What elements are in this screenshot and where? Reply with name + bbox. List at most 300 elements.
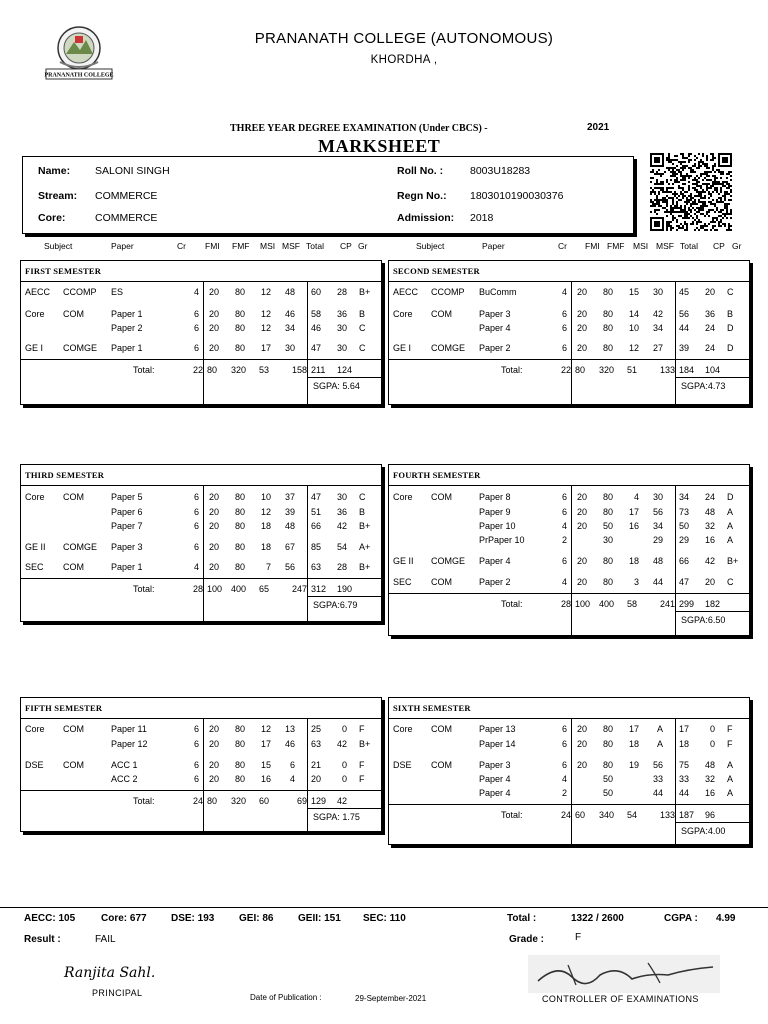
fmf-cell: 80 [603, 760, 614, 770]
total-label: Total: [133, 365, 155, 375]
msf-cell: 44 [652, 788, 663, 798]
column-header-gr-right: Gr [732, 241, 742, 251]
fmf-cell: 80 [603, 343, 614, 353]
paper-name-cell: Paper 1 [111, 309, 143, 319]
fmi-cell: 20 [209, 724, 220, 734]
paper-name-cell: Paper 4 [479, 774, 511, 784]
semester-title: FIFTH SEMESTER [25, 703, 103, 713]
fmf-cell: 80 [235, 507, 246, 517]
msi-cell: 18 [628, 556, 639, 566]
paper-code-cell: COM [63, 309, 84, 319]
msf-cell: 33 [652, 774, 663, 784]
grade-cell: A [727, 788, 734, 798]
total-msf: 158 [291, 365, 307, 375]
paper-code-cell: COMGE [63, 343, 98, 353]
title-rule [21, 281, 383, 282]
total-cell: 63 [310, 739, 321, 749]
fmf-cell: 50 [603, 774, 614, 784]
paper-name-cell: Paper 5 [111, 492, 143, 502]
total-cell: 39 [678, 343, 689, 353]
college-town: KHORDHA , [370, 54, 438, 66]
paper-name-cell: Paper 3 [479, 760, 511, 770]
column-header-fmi-right: FMI [585, 241, 600, 251]
fmf-cell: 80 [603, 556, 614, 566]
fmi-cell: 20 [577, 739, 588, 749]
title-rule [389, 485, 751, 486]
qr-code [650, 153, 732, 231]
fmf-cell: 80 [235, 724, 246, 734]
paper-code-cell: CCOMP [63, 287, 97, 297]
result-value: FAIL [95, 934, 116, 945]
msf-cell: 46 [284, 309, 295, 319]
cp-cell: 20 [704, 577, 715, 587]
msf-cell: 13 [284, 724, 295, 734]
cp-cell: 0 [341, 774, 347, 784]
total-msi: 60 [259, 796, 270, 806]
total-cp: 96 [705, 810, 716, 820]
fmi-cell: 20 [209, 562, 220, 572]
total-cr: 24 [560, 810, 571, 820]
msi-cell: 15 [260, 760, 271, 770]
column-header-gr-left: Gr [358, 241, 368, 251]
column-header-msi-left: MSI [260, 241, 276, 251]
cr-cell: 6 [561, 343, 567, 353]
msf-cell: 39 [284, 507, 295, 517]
total-marks: 211 [311, 365, 326, 375]
exam-year: 2021 [587, 122, 610, 133]
fmf-cell: 80 [235, 562, 246, 572]
semester-block-5 [20, 697, 382, 832]
paper-code-cell: COM [431, 724, 452, 734]
cr-cell: 6 [561, 323, 567, 333]
total-fmf: 400 [231, 584, 247, 594]
cp-cell: 16 [704, 535, 715, 545]
msi-cell: 19 [628, 760, 639, 770]
title-rule [389, 281, 751, 282]
msf-cell: 44 [652, 577, 663, 587]
paper-code-cell: COM [63, 724, 84, 734]
fmf-cell: 80 [603, 309, 614, 319]
name-label: Name: [38, 165, 71, 177]
cp-cell: 24 [704, 492, 715, 502]
msf-cell: 56 [652, 507, 663, 517]
total-cell: 47 [678, 577, 689, 587]
grade-cell: A [727, 774, 734, 784]
title-rule [21, 485, 383, 486]
principal-signature [62, 958, 172, 984]
fmi-cell: 20 [577, 521, 588, 531]
subject-cell: Core [393, 309, 413, 319]
msi-cell: 18 [260, 542, 271, 552]
fmi-cell: 20 [209, 507, 220, 517]
column-header-subject-right: Subject [416, 241, 445, 251]
paper-code-cell: COMGE [431, 556, 466, 566]
fmf-cell: 80 [235, 287, 246, 297]
total-cell: 34 [678, 492, 689, 502]
total-cell: 47 [310, 492, 321, 502]
msi-cell: 12 [260, 323, 271, 333]
total-msi: 54 [627, 810, 638, 820]
cp-cell: 48 [704, 507, 715, 517]
subject-cell: AECC [25, 287, 51, 297]
subject-cell: Core [393, 724, 413, 734]
cp-cell: 24 [704, 343, 715, 353]
fmf-cell: 50 [603, 521, 614, 531]
paper-name-cell: Paper 2 [479, 577, 511, 587]
column-header-fmf-left: FMF [232, 241, 250, 251]
cp-cell: 0 [709, 724, 715, 734]
msi-cell: 17 [260, 739, 271, 749]
fmf-cell: 80 [235, 521, 246, 531]
fmi-cell: 20 [209, 521, 220, 531]
total-marks: 184 [679, 365, 695, 375]
total-cell: 60 [310, 287, 321, 297]
msi-cell: 10 [628, 323, 639, 333]
total-msi: 51 [627, 365, 638, 375]
grade-cell: D [727, 492, 734, 502]
grade-cell: C [727, 287, 734, 297]
msf-cell: 48 [284, 287, 295, 297]
grade-cell: B+ [359, 287, 371, 297]
fmf-cell: 80 [235, 542, 246, 552]
subject-cell: SEC [25, 562, 44, 572]
sgpa-rule [675, 377, 751, 378]
cr-cell: 4 [561, 577, 567, 587]
grade-cell: C [359, 323, 366, 333]
total-fmi: 100 [207, 584, 223, 594]
column-header-cr-left: Cr [177, 241, 186, 251]
total-fmi: 100 [575, 599, 591, 609]
cp-cell: 36 [336, 309, 347, 319]
msi-cell: 16 [628, 521, 639, 531]
paper-code-cell: COM [63, 562, 84, 572]
publication-date: 29-September-2021 [355, 994, 427, 1003]
core-label: Core: [38, 212, 66, 224]
semester-block-2 [388, 260, 750, 405]
msf-cell: 34 [284, 323, 295, 333]
marksheet-title: MARKSHEET [318, 136, 441, 156]
msf-cell: 30 [284, 343, 295, 353]
paper-name-cell: Paper 14 [479, 739, 516, 749]
total-label: Total: [133, 584, 155, 594]
cp-cell: 30 [336, 323, 347, 333]
column-header-msf-right: MSF [656, 241, 674, 251]
cr-cell: 6 [561, 492, 567, 502]
subject-cell: GE II [25, 542, 46, 552]
fmi-cell: 20 [209, 760, 220, 770]
paper-name-cell: Paper 8 [479, 492, 511, 502]
cr-cell: 4 [561, 774, 567, 784]
aecc-sum: AECC: 105 [24, 913, 76, 924]
total-marks: 129 [311, 796, 327, 806]
total-msf: 247 [291, 584, 307, 594]
controller-label: CONTROLLER OF EXAMINATIONS [542, 994, 699, 1004]
total-cell: 47 [310, 343, 321, 353]
msf-cell: 34 [652, 521, 663, 531]
column-rule [307, 485, 308, 623]
total-cell: 46 [310, 323, 321, 333]
total-rule [21, 790, 383, 791]
sgpa-value: SGPA:4.00 [681, 826, 726, 836]
total-rule [389, 804, 751, 805]
fmf-cell: 80 [603, 492, 614, 502]
column-header-paper-left: Paper [111, 241, 134, 251]
cgpa-value: 4.99 [716, 913, 736, 924]
total-cell: 56 [678, 309, 689, 319]
total-cell: 66 [678, 556, 689, 566]
fmi-cell: 20 [209, 542, 220, 552]
semester-title: FOURTH SEMESTER [393, 470, 481, 480]
msi-cell: 4 [633, 492, 639, 502]
paper-name-cell: Paper 13 [479, 724, 516, 734]
cr-cell: 6 [193, 542, 199, 552]
semester-title: SIXTH SEMESTER [393, 703, 471, 713]
cr-cell: 6 [193, 507, 199, 517]
sgpa-rule [307, 808, 383, 809]
cp-cell: 42 [704, 556, 715, 566]
total-cr: 28 [192, 584, 203, 594]
roll-number: 8003U18283 [470, 165, 531, 177]
fmi-cell: 20 [577, 492, 588, 502]
total-cell: 85 [310, 542, 321, 552]
title-rule [21, 718, 383, 719]
cr-cell: 6 [193, 760, 199, 770]
fmi-cell: 20 [209, 492, 220, 502]
sgpa-value: SGPA: 5.64 [313, 381, 360, 391]
fmf-cell: 80 [603, 287, 614, 297]
column-header-fmf-right: FMF [607, 241, 625, 251]
semester-block-4 [388, 464, 750, 636]
subject-cell: Core [25, 724, 45, 734]
paper-name-cell: PrPaper 10 [479, 535, 525, 545]
fmf-cell: 80 [603, 724, 614, 734]
msi-cell: 12 [260, 507, 271, 517]
cr-cell: 4 [193, 287, 199, 297]
fmf-cell: 80 [235, 774, 246, 784]
admission-label: Admission: [397, 212, 455, 224]
fmf-cell: 80 [235, 323, 246, 333]
paper-code-cell: COM [63, 492, 84, 502]
sec-sum: SEC: 110 [363, 913, 406, 924]
fmi-cell: 20 [209, 774, 220, 784]
total-cell: 75 [678, 760, 689, 770]
fmf-cell: 80 [235, 343, 246, 353]
grade-cell: B+ [359, 739, 371, 749]
fmf-cell: 80 [235, 760, 246, 770]
paper-name-cell: ACC 1 [111, 760, 138, 770]
msf-cell: 30 [652, 287, 663, 297]
column-header-msf-left: MSF [282, 241, 300, 251]
column-header-cr-right: Cr [558, 241, 567, 251]
column-header-cp-right: CP [713, 241, 725, 251]
roll-label: Roll No. : [397, 165, 444, 177]
fmf-cell: 80 [235, 739, 246, 749]
fmi-cell: 20 [577, 323, 588, 333]
result-label: Result : [24, 934, 61, 945]
fmi-cell: 20 [577, 287, 588, 297]
cp-cell: 32 [704, 521, 715, 531]
grade-cell: F [359, 760, 365, 770]
total-fmi: 80 [207, 796, 218, 806]
paper-code-cell: COM [63, 760, 84, 770]
cr-cell: 6 [561, 739, 567, 749]
grade-cell: D [727, 343, 734, 353]
paper-name-cell: Paper 4 [479, 788, 511, 798]
total-msf: 241 [659, 599, 675, 609]
grade-cell: F [727, 739, 733, 749]
column-header-paper-right: Paper [482, 241, 505, 251]
gei-sum: GEI: 86 [239, 913, 274, 924]
msf-cell: 67 [284, 542, 295, 552]
total-cell: 50 [678, 521, 689, 531]
cp-cell: 28 [336, 562, 347, 572]
msi-cell: 18 [260, 521, 271, 531]
msf-cell: 42 [652, 309, 663, 319]
fmi-cell: 20 [209, 323, 220, 333]
cp-cell: 0 [709, 739, 715, 749]
msi-cell: 14 [628, 309, 639, 319]
cr-cell: 6 [561, 724, 567, 734]
cr-cell: 4 [193, 562, 199, 572]
msi-cell: 15 [628, 287, 639, 297]
fmf-cell: 80 [603, 507, 614, 517]
fmf-cell: 30 [603, 535, 614, 545]
msf-cell: 48 [284, 521, 295, 531]
cr-cell: 6 [193, 739, 199, 749]
fmi-cell: 20 [577, 724, 588, 734]
paper-name-cell: ACC 2 [111, 774, 138, 784]
total-label: Total: [133, 796, 155, 806]
column-header-total-left: Total [306, 241, 324, 251]
sgpa-value: SGPA:6.50 [681, 615, 726, 625]
total-cr: 22 [560, 365, 571, 375]
fmi-cell: 20 [577, 343, 588, 353]
subject-cell: Core [25, 492, 45, 502]
total-cp: 190 [337, 584, 353, 594]
msf-cell: 4 [289, 774, 295, 784]
cr-cell: 6 [193, 309, 199, 319]
fmf-cell: 50 [603, 788, 614, 798]
cr-cell: 6 [193, 521, 199, 531]
msi-cell: 3 [633, 577, 639, 587]
paper-name-cell: Paper 3 [479, 309, 511, 319]
fmi-cell: 20 [577, 309, 588, 319]
grade-cell: B+ [359, 562, 371, 572]
column-header-msi-right: MSI [633, 241, 649, 251]
total-rule [389, 359, 751, 360]
cp-cell: 36 [336, 507, 347, 517]
column-header-cp-left: CP [340, 241, 352, 251]
column-header-total-right: Total [680, 241, 698, 251]
total-cp: 182 [705, 599, 721, 609]
fmi-cell: 20 [577, 577, 588, 587]
total-msi: 53 [259, 365, 270, 375]
paper-code-cell: COMGE [63, 542, 98, 552]
total-cr: 28 [560, 599, 571, 609]
msi-cell: 16 [260, 774, 271, 784]
cp-cell: 54 [336, 542, 347, 552]
fmf-cell: 80 [603, 739, 614, 749]
core-sum: Core: 677 [101, 913, 147, 924]
total-msf: 69 [296, 796, 307, 806]
semester-title: FIRST SEMESTER [25, 266, 102, 276]
total-fmf: 320 [231, 796, 247, 806]
cr-cell: 2 [561, 535, 567, 545]
column-header-fmi-left: FMI [205, 241, 220, 251]
total-fmf: 340 [599, 810, 615, 820]
paper-name-cell: Paper 6 [111, 507, 143, 517]
grade-cell: B [359, 507, 366, 517]
dse-sum: DSE: 193 [171, 913, 215, 924]
total-cell: 21 [310, 760, 321, 770]
fmi-cell: 20 [577, 760, 588, 770]
msf-cell: 29 [652, 535, 663, 545]
fmi-cell: 20 [209, 287, 220, 297]
fmi-cell: 20 [209, 343, 220, 353]
total-cell: 44 [678, 323, 689, 333]
total-cell: 45 [678, 287, 689, 297]
cp-cell: 24 [704, 323, 715, 333]
cp-cell: 20 [704, 287, 715, 297]
paper-name-cell: BuComm [479, 287, 517, 297]
grade-cell: A [727, 535, 734, 545]
total-cell: 44 [678, 788, 689, 798]
msf-cell: 56 [284, 562, 295, 572]
cr-cell: 4 [561, 287, 567, 297]
paper-name-cell: Paper 9 [479, 507, 511, 517]
subject-cell: GE II [393, 556, 414, 566]
cp-cell: 42 [336, 521, 347, 531]
total-rule [389, 593, 751, 594]
total-marks: 312 [311, 584, 327, 594]
paper-name-cell: Paper 2 [111, 323, 143, 333]
publication-label: Date of Publication : [250, 993, 322, 1002]
total-fmf: 320 [599, 365, 615, 375]
total-cr: 22 [192, 365, 203, 375]
msf-cell: 48 [652, 556, 663, 566]
cp-cell: 16 [704, 788, 715, 798]
msf-cell: 56 [652, 760, 663, 770]
subject-cell: Core [393, 492, 413, 502]
total-fmi: 80 [207, 365, 218, 375]
msi-cell: 17 [260, 343, 271, 353]
grade-cell: B [359, 309, 366, 319]
paper-code-cell: COM [431, 577, 452, 587]
total-fmf: 320 [231, 365, 247, 375]
total-cp: 124 [337, 365, 353, 375]
cp-cell: 36 [704, 309, 715, 319]
sgpa-rule [675, 822, 751, 823]
subject-cell: GE I [393, 343, 412, 353]
total-msi: 58 [627, 599, 638, 609]
total-cell: 58 [310, 309, 321, 319]
total-cell: 63 [310, 562, 321, 572]
column-rule [203, 485, 204, 623]
fmf-cell: 80 [235, 492, 246, 502]
grade-cell: A [727, 760, 734, 770]
paper-name-cell: Paper 7 [111, 521, 143, 531]
semester-block-6 [388, 697, 750, 845]
admission-year: 2018 [470, 212, 494, 224]
paper-code-cell: COMGE [431, 343, 466, 353]
sgpa-rule [307, 596, 383, 597]
paper-name-cell: Paper 4 [479, 323, 511, 333]
cgpa-label: CGPA : [664, 913, 698, 924]
subject-cell: DSE [393, 760, 412, 770]
total-label: Total : [507, 913, 537, 924]
sgpa-rule [307, 377, 383, 378]
student-stream: COMMERCE [95, 190, 158, 202]
